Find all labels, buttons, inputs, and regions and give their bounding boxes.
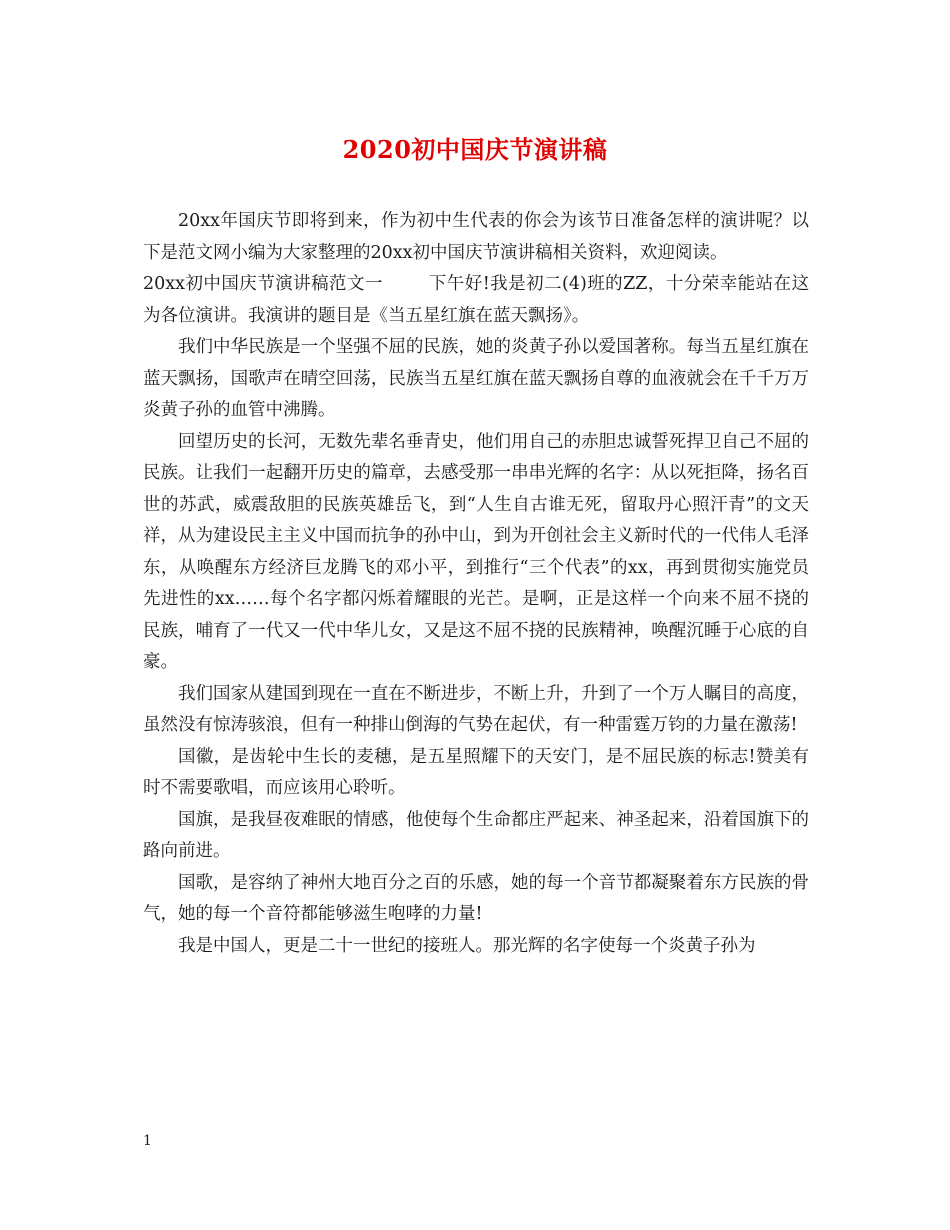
body-paragraph: 我们国家从建国到现在一直在不断进步，不断上升，升到了一个万人瞩目的高度，虽然没有惊涛骇浪，但有一种排山倒海的气势在起伏，有一种雷霆万钧的力量在激荡! xyxy=(143,683,809,735)
body-paragraph: 国徽，是齿轮中生长的麦穗，是五星照耀下的天安门，是不屈民族的标志!赞美有时不需要歌唱，而应该用心聆听。 xyxy=(143,746,809,798)
sample-opening: 下午好!我是初二(4)班的ZZ，十分荣幸能站在这为各位演讲。我演讲的题目是《当五星红旗在蓝天飘扬》。 xyxy=(143,274,809,326)
body-paragraph: 我们中华民族是一个坚强不屈的民族，她的炎黄子孙以爱国著称。每当五星红旗在蓝天飘扬，国歌声在晴空回荡，民族当五星红旗在蓝天飘扬自尊的血液就会在千千万万炎黄子孙的血管中沸腾。 xyxy=(143,337,809,420)
page-number: 1 xyxy=(143,1133,152,1149)
body-paragraph: 国旗，是我昼夜难眠的情感，他使每个生命都庄严起来、神圣起来，沿着国旗下的路向前进。 xyxy=(143,809,809,861)
intro-paragraph: 20xx年国庆节即将到来，作为初中生代表的你会为该节日准备怎样的演讲呢？以下是范文网小编为大家整理的20xx初中国庆节演讲稿相关资料，欢迎阅读。 xyxy=(143,211,809,263)
body-paragraph: 国歌，是容纳了神州大地百分之百的乐感，她的每一个音节都凝聚着东方民族的骨气，她的每一个音符都能够滋生咆哮的力量! xyxy=(143,872,809,924)
document-title: 2020初中国庆节演讲稿 xyxy=(342,135,608,164)
sample-opening-paragraph xyxy=(143,269,809,332)
sample-heading: 20xx初中国庆节演讲稿范文一 xyxy=(143,274,383,294)
body-paragraph: 我是中国人，更是二十一世纪的接班人。那光辉的名字使每一个炎黄子孙为 xyxy=(178,935,756,956)
document-body xyxy=(143,206,809,962)
body-paragraph: 回望历史的长河，无数先辈名垂青史，他们用自己的赤胆忠诚誓死捍卫自己不屈的民族。让我们一起翻开历史的篇章，去感受那一串串光辉的名字：从以死拒降，扬名百世的苏武，威震敌胆的民族英雄岳飞，到“人生自古谁无死，留取丹心照汗青”的文天祥，从为建设民主主义中国而抗争的孙中山，到为开创社会主义新时代的一代伟人毛泽东，从唤醒东方经济巨龙腾飞的邓小平，到推行“三个代表”的xx，再到贯彻实施党员先进性的xx……每个名字都闪烁着耀眼的光芒。是啊，正是这样一个向来不屈不挠的民族，哺育了一代又一代中华儿女，又是这不屈不挠的民族精神，唤醒沉睡于心底的自豪。 xyxy=(143,431,809,672)
